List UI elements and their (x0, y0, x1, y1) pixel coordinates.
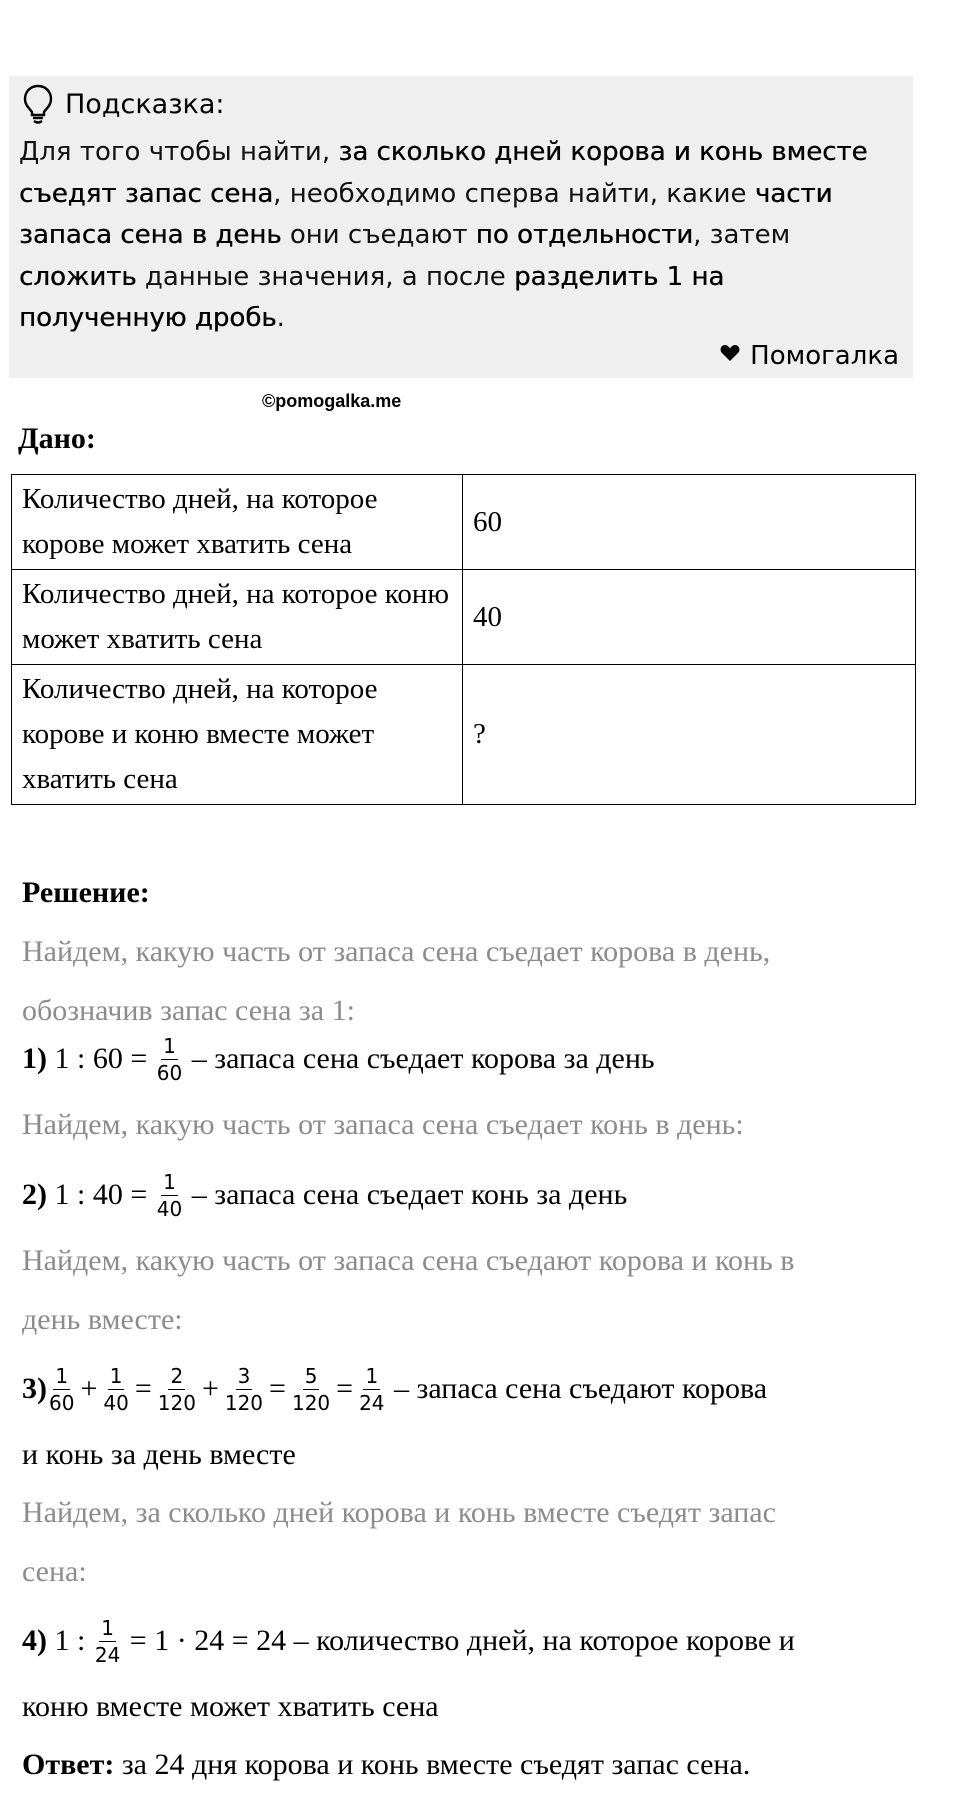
solution-explanation: Найдем, какую часть от запаса сена съедает конь в день: (22, 1108, 744, 1141)
fraction-denominator: 40 (156, 1196, 183, 1221)
solution-explanation: день вместе: (22, 1303, 183, 1336)
hint-text-part: , необходимо сперва найти, какие (273, 178, 755, 209)
hint-text-part: , затем (693, 220, 791, 250)
row-label: Количество дней, на которое корове и коню вместе может хватить сена (12, 665, 463, 805)
fraction-denominator: 60 (156, 1060, 183, 1085)
copyright-text: ©pomogalka.me (262, 391, 402, 411)
fraction (49, 1365, 74, 1414)
fraction (292, 1365, 330, 1414)
hint-box (9, 76, 913, 378)
step-expression: 1 : 60 = (47, 1042, 155, 1075)
answer-text: за 24 дня корова и конь вместе съедят запас сена. (114, 1748, 751, 1781)
brand-name: Помогалка (750, 341, 899, 371)
step-expression: 1 : 40 = (47, 1178, 155, 1211)
fraction (95, 1617, 120, 1666)
step-number: 3) (22, 1372, 47, 1405)
step-text: – запаса сена съедает конь за день (184, 1178, 628, 1211)
fraction-denominator: 24 (94, 1642, 121, 1667)
solution-step-1 (22, 1033, 655, 1085)
row-value: 40 (463, 570, 916, 665)
hint-title: Подсказка: (65, 88, 225, 120)
row-label: Количество дней, на которое корове может хватить сена (12, 475, 463, 570)
row-value: 60 (463, 475, 916, 570)
operator: = (269, 1372, 286, 1405)
solution-step-3-continued: и конь за день вместе (22, 1438, 296, 1471)
hint-header (23, 82, 225, 126)
solution-explanation: Найдем, какую часть от запаса сена съедает корова в день, (22, 935, 771, 968)
fraction (158, 1365, 196, 1414)
solution-explanation: обозначив запас сена за 1: (22, 994, 355, 1027)
hint-text (19, 132, 899, 340)
table-row (12, 570, 916, 665)
step-expression: 1 : (47, 1624, 93, 1657)
table-row (12, 475, 916, 570)
fraction-sum (47, 1365, 387, 1414)
fraction-denominator: 24 (359, 1390, 385, 1415)
row-label: Количество дней, на которое коню может хватить сена (12, 570, 463, 665)
step-text: – запаса сена съедают корова (386, 1372, 768, 1405)
fraction-numerator: 2 (170, 1363, 184, 1388)
hint-emphasis: разделить 1 на полученную дробь (19, 261, 725, 333)
heart-icon (720, 344, 740, 362)
fraction-denominator: 120 (157, 1390, 196, 1415)
fraction-denominator: 60 (49, 1390, 75, 1415)
answer-label: Ответ: (22, 1748, 115, 1781)
step-text: = 1 · 24 = 24 – количество дней, на которое корове и (122, 1624, 795, 1657)
solution-step-3 (22, 1363, 768, 1415)
step-number: 2) (22, 1178, 47, 1211)
fraction-numerator: 1 (101, 1615, 114, 1640)
step-number: 1) (22, 1042, 47, 1075)
fraction (157, 1035, 182, 1084)
solution-step-4-continued: коню вместе может хватить сена (22, 1690, 439, 1723)
table-row (12, 665, 916, 805)
fraction-numerator: 1 (55, 1363, 69, 1388)
solution-explanation: Найдем, за сколько дней корова и конь вместе съедят запас (22, 1496, 776, 1529)
hint-text-part: они съедают (281, 220, 476, 250)
hint-emphasis: за сколько дней корова и конь вместе съедят запас сена (19, 137, 868, 209)
fraction-denominator: 120 (224, 1390, 264, 1415)
hint-emphasis: по отдельности (475, 220, 694, 250)
fraction-numerator: 1 (365, 1363, 379, 1388)
hint-emphasis: сложить (19, 261, 137, 292)
operator: = (134, 1372, 152, 1405)
fraction (157, 1171, 182, 1220)
fraction-numerator: 5 (304, 1363, 318, 1388)
hint-text-part: данные значения, а после (136, 261, 515, 292)
answer (22, 1748, 750, 1782)
solution-explanation: Найдем, какую часть от запаса сена съедают корова и конь в (22, 1244, 795, 1277)
lightbulb-icon (23, 84, 53, 124)
solution-explanation: сена: (22, 1555, 87, 1588)
solution-step-4 (22, 1615, 795, 1667)
step-number: 4) (22, 1624, 47, 1657)
fraction-numerator: 1 (109, 1363, 123, 1388)
row-value: ? (463, 665, 916, 805)
hint-text-part: . (276, 303, 285, 333)
fraction-denominator: 40 (103, 1390, 129, 1415)
hint-emphasis: части запаса сена в день (19, 178, 833, 250)
fraction (225, 1365, 263, 1414)
fraction (103, 1365, 128, 1414)
given-title: Дано: (18, 422, 96, 455)
operator: + (80, 1372, 98, 1405)
fraction-numerator: 1 (163, 1033, 176, 1058)
fraction-numerator: 1 (163, 1169, 176, 1194)
fraction-numerator: 3 (237, 1363, 251, 1388)
given-table (11, 474, 916, 805)
operator: + (201, 1372, 219, 1405)
operator: = (336, 1372, 354, 1405)
fraction-denominator: 120 (291, 1390, 331, 1415)
solution-step-2 (22, 1169, 628, 1221)
fraction (359, 1365, 384, 1414)
solution-title: Решение: (22, 876, 150, 909)
hint-text-part: Для того чтобы найти, (19, 137, 339, 167)
brand-signature (720, 336, 899, 376)
step-text: – запаса сена съедает корова за день (184, 1042, 655, 1075)
